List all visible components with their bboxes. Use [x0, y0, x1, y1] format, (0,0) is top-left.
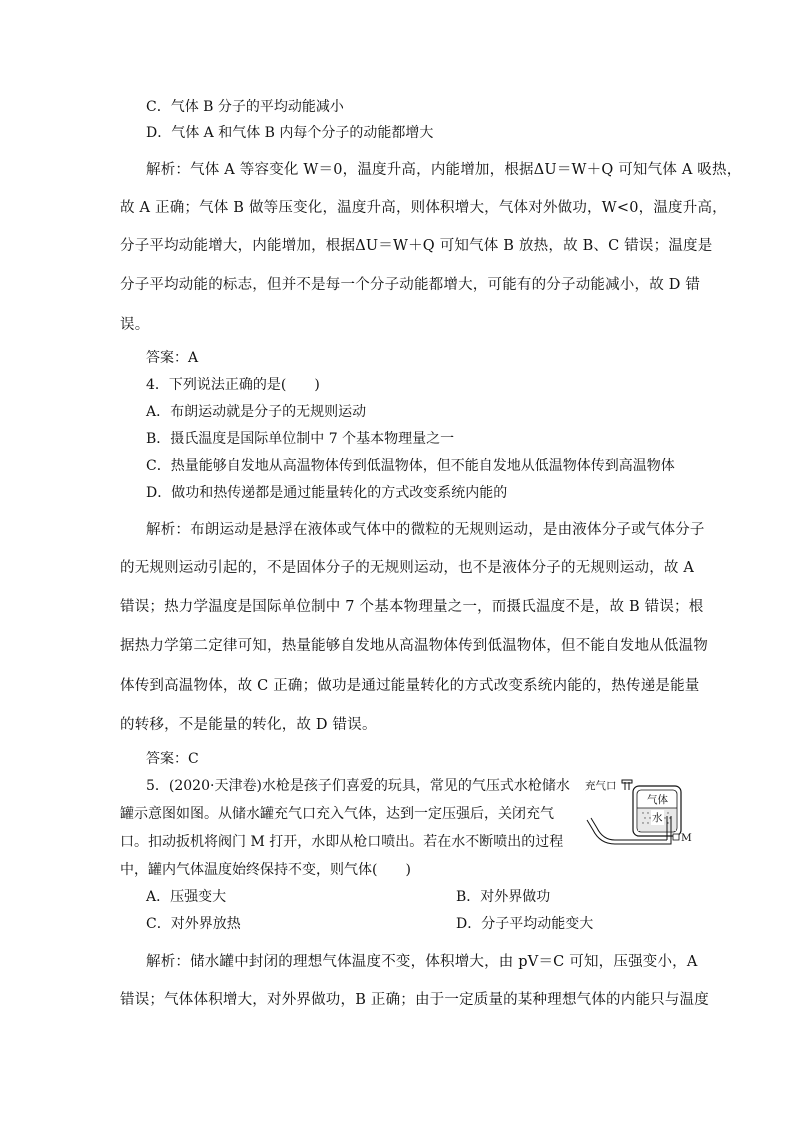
question-5-stem: 中，罐内气体温度始终保持不变，则气体( ): [120, 862, 411, 878]
gas-label: 气体: [647, 794, 668, 806]
question-5-stem: 罐示意图如图。从储水罐充气口充入气体，达到一定压强后，关闭充气: [120, 806, 554, 822]
analysis-line: 分子平均动能增大，内能增加，根据ΔU＝W＋Q 可知气体 B 放热，故 B、C 错误；温度是: [120, 238, 713, 254]
valve-label: M: [681, 832, 692, 844]
inlet-label: 充气口: [585, 780, 617, 792]
question-4-stem: 4．下列说法正确的是( ): [146, 377, 320, 393]
question-5-stem: 5．(2020·天津卷)水枪是孩子们喜爱的玩具，常见的气压式水枪储水: [146, 778, 570, 794]
question-5-option-d: D．分子平均动能变大: [456, 916, 594, 932]
question-5-stem: 口。扣动扳机将阀门 M 打开，水即从枪口喷出。若在水不断喷出的过程: [120, 834, 564, 850]
option-c: C．气体 B 分子的平均动能减小: [146, 99, 344, 115]
analysis-line: 分子平均动能的标志，但并不是每一个分子动能都增大，可能有的分子动能减小，故 D 错: [120, 277, 701, 293]
analysis-line: 误。: [120, 317, 150, 333]
analysis-line: 解析：储水罐中封闭的理想气体温度不变，体积增大，由 pV＝C 可知，压强变小，A: [146, 954, 698, 970]
water-label: 水: [652, 812, 663, 824]
question-4-option-a: A．布朗运动就是分子的无规则运动: [146, 404, 367, 420]
question-4-option-c: C．热量能够自发地从高温物体传到低温物体，但不能自发地从低温物体传到高温物体: [146, 458, 675, 474]
analysis-line: 的转移，不是能量的转化，故 D 错误。: [120, 717, 377, 733]
analysis-line: 错误；热力学温度是国际单位制中 7 个基本物理量之一，而摄氏温度不是，故 B 错误；根: [120, 599, 704, 615]
analysis-line: 据热力学第二定律可知，热量能够自发地从高温物体传到低温物体，但不能自发地从低温物: [120, 638, 708, 654]
analysis-line: 的无规则运动引起的，不是固体分子的无规则运动，也不是液体分子的无规则运动，故 A: [120, 560, 695, 576]
answer-line: 答案：A: [146, 350, 199, 366]
analysis-line: 错误；气体体积增大，对外界做功，B 正确；由于一定质量的某种理想气体的内能只与温度: [120, 992, 709, 1008]
analysis-line: 体传到高温物体，故 C 正确；做功是通过能量转化的方式改变系统内能的，热传递是能量: [120, 678, 700, 694]
analysis-line: 故 A 正确；气体 B 做等压变化，温度升高，则体积增大，气体对外做功，W<0，温度升高，: [120, 200, 727, 216]
option-d: D．气体 A 和气体 B 内每个分子的动能都增大: [146, 125, 434, 141]
question-4-option-b: B．摄氏温度是国际单位制中 7 个基本物理量之一: [146, 431, 455, 447]
question-5-option-a: A．压强变大: [146, 889, 227, 905]
question-5-option-c: C．对外界放热: [146, 916, 241, 932]
analysis-line: 解析：布朗运动是悬浮在液体或气体中的微粒的无规则运动，是由液体分子或气体分子: [146, 522, 705, 538]
question-4-option-d: D．做功和热传递都是通过能量转化的方式改变系统内能的: [146, 485, 508, 501]
question-5-option-b: B．对外界做功: [456, 889, 551, 905]
answer-line: 答案：C: [146, 751, 199, 767]
analysis-line: 解析：气体 A 等容变化 W＝0，温度升高，内能增加，根据ΔU＝W＋Q 可知气体 A 吸热，: [146, 162, 742, 178]
water-gun-tank-figure: [585, 778, 695, 848]
